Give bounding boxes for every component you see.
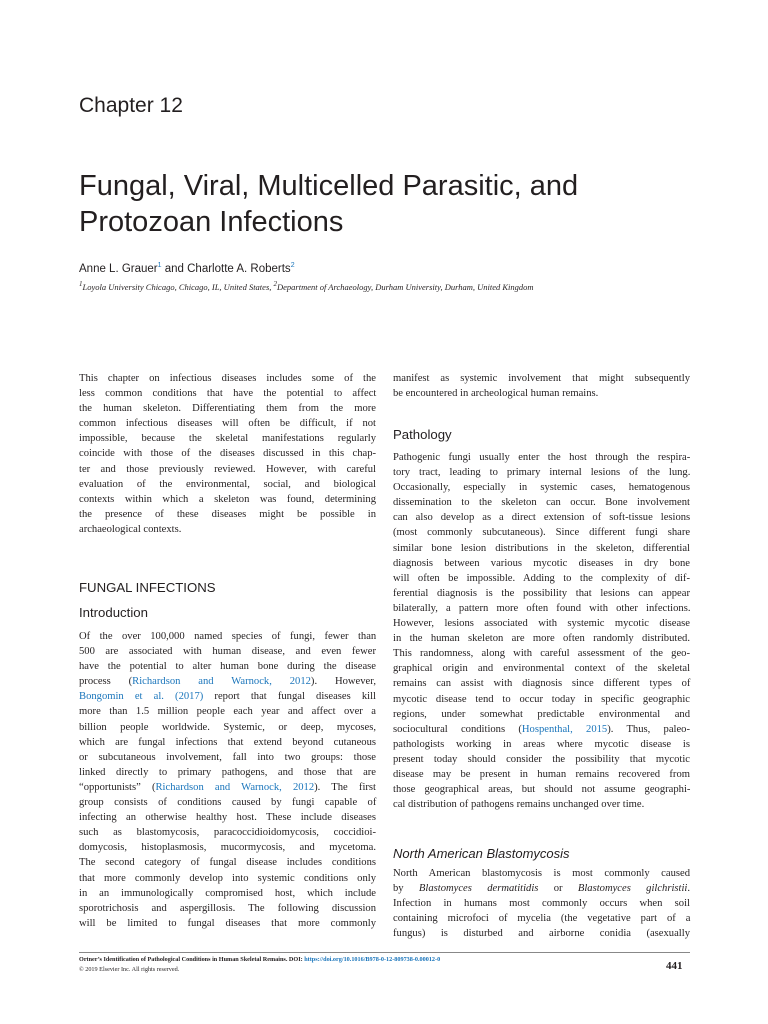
author-joiner: and xyxy=(161,262,188,275)
text-line xyxy=(393,541,690,556)
text-line xyxy=(79,674,376,689)
text-line xyxy=(393,676,690,691)
text-run: will often be impossible. Adding to the complexity of dif- xyxy=(393,572,690,584)
species-name: Blastomyces gilchristii xyxy=(577,883,688,895)
text-run: those geographical areas, but should not assume geographi- xyxy=(393,784,691,796)
affiliation-text: Department of Archaeology, Durham University, Durham, United Kingdom xyxy=(277,281,534,292)
text-line xyxy=(393,646,690,661)
text-run: mycotic disease tend to occur today in specific geographic xyxy=(393,693,690,705)
text-run: process ( xyxy=(79,676,133,688)
text-line xyxy=(393,797,690,812)
text-run: disease may be present in human remains recovered from xyxy=(393,768,690,780)
footer-citation xyxy=(79,956,440,963)
citation-link[interactable]: Richardson and Warnock, 2012 xyxy=(132,676,311,688)
doi-link[interactable]: https://doi.org/10.1016/B978-0-12-809738-0.00012-0 xyxy=(304,956,441,963)
text-line xyxy=(393,737,690,752)
text-run: ferential diagnosis is the possibility that lesions can appear xyxy=(393,587,690,599)
text-line xyxy=(393,767,690,782)
page-number: 441 xyxy=(666,960,683,972)
text-run: “opportunists” ( xyxy=(79,781,156,793)
text-run: diagnosis between various mycotic diseases in dry bone xyxy=(393,557,690,569)
citation-link[interactable]: Hospenthal, 2015 xyxy=(521,723,608,735)
text-line xyxy=(393,480,690,495)
citation-link[interactable]: Bongomin et al. (2017) xyxy=(79,691,204,703)
text-run: present today should consider the possibility that mycotic xyxy=(393,753,690,765)
text-run: that more commonly develop into systemic conditions only xyxy=(79,872,376,884)
text-line xyxy=(79,750,376,765)
text-line xyxy=(79,720,376,735)
text-line xyxy=(79,916,376,931)
text-line xyxy=(393,692,690,707)
text-run: which are fungal infections that extend beyond cutaneous xyxy=(79,736,376,748)
left-body-paragraph xyxy=(79,629,376,931)
text-line xyxy=(393,495,690,510)
footer-copyright: © 2019 Elsevier Inc. All rights reserved. xyxy=(79,966,180,973)
text-run: domycosis, histoplasmosis, mucormycosis, and mycetoma. xyxy=(79,842,376,854)
affiliation-marker: 2 xyxy=(273,280,277,288)
text-run: such as blastomycosis, paracoccidioidomycosis, coccidioi- xyxy=(79,827,376,839)
text-run: However, lesions associated with systemic mycotic disease xyxy=(393,618,690,630)
text-line: manifest as systemic involvement that might subsequently xyxy=(393,373,690,384)
chapter-label: Chapter 12 xyxy=(79,94,183,117)
text-line xyxy=(79,659,376,674)
text-line xyxy=(393,707,690,722)
title-line-1: Fungal, Viral, Multicelled Parasitic, and xyxy=(79,170,579,202)
text-line xyxy=(79,780,376,795)
text-line xyxy=(79,689,376,704)
text-line: coincide with those of the diseases discussed in this chap- xyxy=(79,448,377,460)
text-line xyxy=(393,661,690,676)
text-line xyxy=(393,911,690,926)
text-line xyxy=(393,752,690,767)
right-intro-paragraph xyxy=(393,371,690,401)
text-run: remains can assist with diagnosis since different types of xyxy=(393,678,691,690)
text-run: Of the over 100,000 named species of fungi, fewer than xyxy=(79,631,377,642)
section-heading-pathology: Pathology xyxy=(393,427,452,442)
text-line xyxy=(393,896,690,911)
text-line xyxy=(393,782,690,797)
author-name: Anne L. Grauer xyxy=(79,262,158,275)
text-run: by xyxy=(393,883,419,895)
text-run: 500 are associated with human disease, and even fewer xyxy=(79,646,376,658)
text-line xyxy=(393,601,690,616)
text-line xyxy=(393,722,690,737)
text-line xyxy=(79,886,376,901)
text-run: ). The first xyxy=(314,781,376,793)
text-line xyxy=(393,631,690,646)
text-line xyxy=(393,926,690,941)
text-run: fungus) is disturbed and airborne conidia (asexually xyxy=(393,928,690,940)
text-line xyxy=(79,871,376,886)
chapter-title xyxy=(79,168,699,240)
text-run: Pathogenic fungi usually enter the host through the respira- xyxy=(393,452,691,463)
text-line xyxy=(79,704,376,719)
text-line xyxy=(79,810,376,825)
left-intro-paragraph xyxy=(79,371,376,537)
text-run: The second category of fungal disease includes conditions xyxy=(79,857,376,869)
text-run: bilaterally, a pattern more often found with other infections. xyxy=(393,602,691,614)
text-line: This chapter on infectious diseases includes some of the xyxy=(79,373,376,384)
text-run: will be limited to fungal diseases that more commonly xyxy=(79,917,376,929)
affiliation-text: Loyola University Chicago, Chicago, IL, United States, xyxy=(82,281,274,292)
text-line: be encountered in archeological human remains. xyxy=(393,388,599,400)
species-name: Blastomyces dermatitidis xyxy=(418,883,539,895)
text-line xyxy=(79,644,376,659)
text-run: in the human skeleton are more often randomly distributed. xyxy=(393,633,690,645)
footer-book-title: Ortner’s Identification of Pathological Conditions in Human Skeletal Remains. DOI: xyxy=(79,956,305,963)
text-line: archaeological contexts. xyxy=(79,523,182,535)
title-line-2: Protozoan Infections xyxy=(79,206,344,238)
author-affiliation-marker[interactable]: 2 xyxy=(290,262,295,269)
text-run: North American blastomycosis is most commonly caused xyxy=(393,868,690,879)
text-line: the presence of these diseases might be possible in xyxy=(79,508,376,520)
subsection-heading-north-american-blastomycosis: North American Blastomycosis xyxy=(393,846,570,861)
author-name: Charlotte A. Roberts xyxy=(187,262,291,275)
text-run: or xyxy=(538,883,578,895)
text-line xyxy=(79,735,376,750)
right-body2-paragraph xyxy=(393,866,690,941)
text-run: or subcutaneous involvement, fall into two groups: those xyxy=(79,751,376,763)
text-run: containing microfoci of mycelia (the vegetative part of a xyxy=(393,913,691,925)
citation-link[interactable]: Richardson and Warnock, 2012 xyxy=(155,781,315,793)
text-run: dissemination to the skeleton can occur. Bone involvement xyxy=(393,497,690,509)
text-line: common infectious diseases will often be difficult, if not xyxy=(79,418,376,430)
text-run: ). Thus, paleo- xyxy=(607,723,690,735)
text-run: billion people worldwide. Systemic, or deep, mycoses, xyxy=(79,721,376,733)
text-run: report that fungal diseases kill xyxy=(203,691,376,703)
text-run: in an immunologically compromised host, which include xyxy=(79,887,376,899)
text-line: ter and those previously reviewed. However, with careful xyxy=(79,463,376,475)
text-line xyxy=(393,450,690,465)
section-heading-fungal-infections: FUNGAL INFECTIONS xyxy=(79,580,216,595)
author-affiliation-marker[interactable]: 1 xyxy=(157,262,162,269)
text-line xyxy=(393,586,690,601)
text-run: sporotrichosis and aspergillosis. The following discussion xyxy=(79,902,376,914)
text-run: tory tract, leading to primary internal lesions of the lung. xyxy=(393,467,691,479)
text-run: regions, under somewhat predictable environmental and xyxy=(393,708,690,720)
footer-divider xyxy=(79,952,690,953)
text-run: have the potential to alter human bone during the disease xyxy=(79,661,376,673)
text-line xyxy=(79,765,376,780)
right-body-paragraph xyxy=(393,450,690,812)
subsection-heading-introduction: Introduction xyxy=(79,605,148,620)
text-run: Infection in humans most commonly occurs when soil xyxy=(393,898,690,910)
text-line: less common conditions that have the potential to affect xyxy=(79,388,377,400)
text-run: graphical origin and environmental context of the skeletal xyxy=(393,663,691,675)
text-run: infecting an otherwise healthy host. These include diseases xyxy=(79,812,376,824)
text-run: pathologists working in areas where mycotic disease is xyxy=(393,738,690,750)
text-line xyxy=(79,795,376,810)
text-line xyxy=(393,465,690,480)
text-run: . xyxy=(687,883,691,895)
text-run: sociocultural conditions ( xyxy=(393,723,522,735)
text-run: cal distribution of pathogens remains unchanged over time. xyxy=(393,799,645,811)
text-run: linked directly to primary pathogens, and those that are xyxy=(79,766,376,778)
text-line xyxy=(393,525,690,540)
affiliations xyxy=(79,280,534,292)
text-run: Occasionally, especially in systemic cases, hematogenous xyxy=(393,482,690,494)
text-line: contexts within which a skeleton was found, determining xyxy=(79,493,376,505)
text-line: evaluation of the environmental, social, and biological xyxy=(79,478,376,490)
text-line xyxy=(79,629,376,644)
text-line xyxy=(393,881,690,896)
text-run: ). However, xyxy=(310,676,377,688)
text-run: This randomness, along with careful assessment of the geo- xyxy=(393,648,690,660)
text-run: group consists of conditions caused by fungi capable of xyxy=(79,797,377,809)
text-run: (most commonly subcutaneous). Since different fungi share xyxy=(393,527,691,539)
text-line: the human skeleton. Differentiating them from the more xyxy=(79,403,376,415)
text-line xyxy=(79,825,376,840)
text-line xyxy=(393,866,690,881)
text-line xyxy=(393,556,690,571)
text-line: impossible, because the skeletal manifestations regularly xyxy=(79,433,376,445)
text-line xyxy=(79,901,376,916)
text-run: more than 1.5 million people each year and affect over a xyxy=(79,706,376,718)
text-line xyxy=(393,510,690,525)
text-line xyxy=(393,616,690,631)
text-line xyxy=(79,855,376,870)
affiliation-marker: 1 xyxy=(79,280,83,288)
text-line xyxy=(393,571,690,586)
authors xyxy=(79,262,295,275)
text-run: can also develop as a direct extension of soft-tissue lesions xyxy=(393,512,691,524)
text-run: similar bone lesion distributions in the skeleton, differential xyxy=(393,542,690,554)
text-line xyxy=(79,840,376,855)
